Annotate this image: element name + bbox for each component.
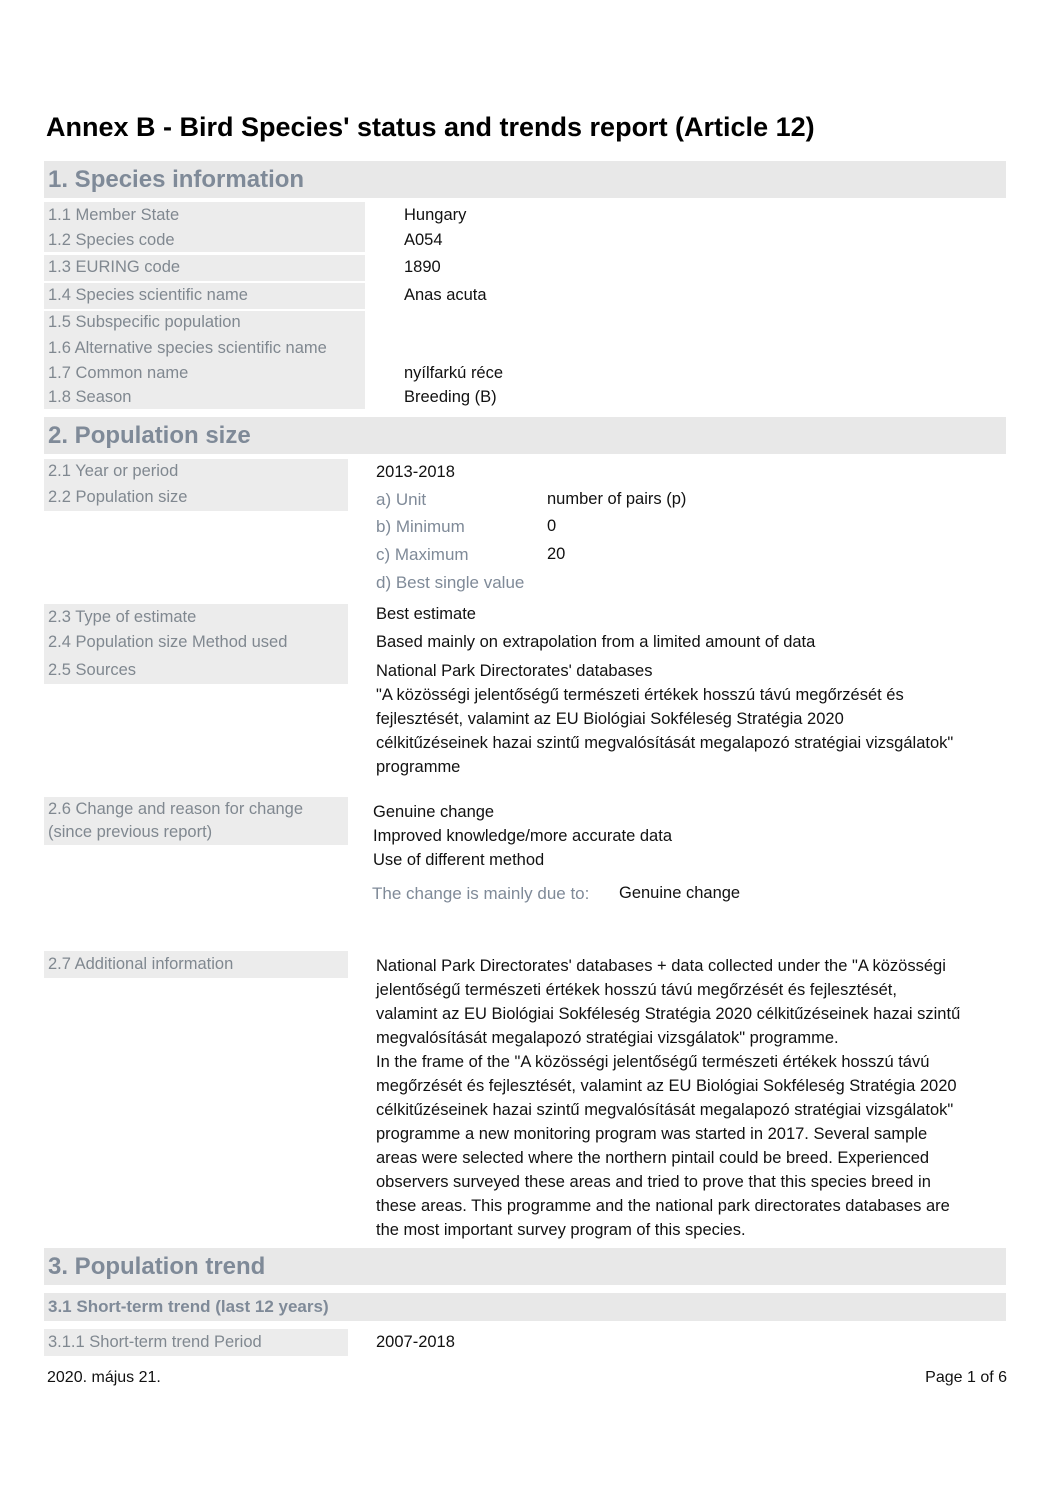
field-value: Anas acuta [404,286,487,304]
info-line: areas were selected where the northern pintail could be breed. Experienced [376,1149,930,1167]
field-value: Hungary [404,206,467,224]
section-heading: 3. Population trend [48,1253,266,1280]
info-line: National Park Directorates' databases + data collected under the "A közösségi [376,957,946,975]
field-value: Breeding (B) [404,388,497,406]
field-value: 2007-2018 [376,1333,455,1351]
info-line: programme a new monitoring program was started in 2017. Several sample [376,1125,928,1143]
minimum-label: b) Minimum [376,517,465,536]
info-line: megőrzését és fejlesztését, valamint az EU Biológiai Sokféleség Stratégia 2020 [376,1077,957,1095]
field-value: 2013-2018 [376,463,455,481]
info-line: observers surveyed these areas and tried to prove that this species breed in [376,1173,931,1191]
change-reason: Use of different method [373,851,545,869]
change-reason: Genuine change [373,803,495,821]
sources-text [376,659,1006,779]
info-line: valamint az EU Biológiai Sokféleség Stratégia 2020 célkitűzéseinek hazai szintű [376,1005,961,1023]
field-label: 2.4 Population size Method used [48,633,288,651]
field-label: 2.2 Population size [48,488,188,506]
info-line: these areas. This programme and the national park directorates databases are [376,1197,950,1215]
sources-line: National Park Directorates' databases [376,662,653,680]
change-reasons [373,800,672,872]
footer-page-number: Page 1 of 6 [925,1369,1007,1386]
field-label: 1.3 EURING code [48,258,181,276]
field-value: nyílfarkú réce [404,364,504,382]
unit-label: a) Unit [376,490,427,509]
field-label: 1.7 Common name [48,364,189,382]
field-value: 1890 [404,258,441,276]
info-line: In the frame of the "A közösségi jelentőségű természeti értékek hosszú távú [376,1053,930,1071]
field-label: 2.6 Change and reason for change [48,800,304,818]
field-value: A054 [404,231,443,249]
subsection-header-short-term-trend [44,1293,1006,1321]
section-header-species-info [44,161,1006,198]
info-line: célkitűzéseinek hazai szintű megvalósítását megalapozó stratégiai vizsgálatok" [376,1101,954,1119]
field-label: 1.1 Member State [48,206,180,224]
field-value: Best estimate [376,605,476,623]
page-title: Annex B - Bird Species' status and trends report (Article 12) [46,112,815,142]
info-line: jelentőségű természeti értékek hosszú távú megőrzését és fejlesztését, [376,981,897,999]
maximum-value: 20 [547,545,566,563]
sources-line: "A közösségi jelentőségű természeti értékek hosszú távú megőrzését és [376,686,904,704]
mainly-due-value: Genuine change [619,884,741,902]
field-label: 2.5 Sources [48,661,137,679]
additional-info-text [376,954,1006,1242]
field-label: 2.3 Type of estimate [48,608,197,626]
field-label: 1.2 Species code [48,231,175,249]
field-label: (since previous report) [48,823,213,841]
change-reason: Improved knowledge/more accurate data [373,827,672,845]
subsection-heading: 3.1 Short-term trend (last 12 years) [48,1297,329,1316]
section-heading: 2. Population size [48,422,251,449]
field-label: 3.1.1 Short-term trend Period [48,1333,262,1351]
field-label: 1.4 Species scientific name [48,286,248,304]
mainly-due-label: The change is mainly due to: [372,884,590,903]
field-label: 1.5 Subspecific population [48,313,241,331]
section-header-population-trend [44,1248,1006,1285]
field-label: 1.8 Season [48,388,132,406]
maximum-label: c) Maximum [376,545,469,564]
field-label: 1.6 Alternative species scientific name [48,339,327,357]
section-header-population-size [44,417,1006,454]
unit-value: number of pairs (p) [547,490,687,508]
info-line: megvalósítását megalapozó stratégiai vizsgálatok" programme. [376,1029,839,1047]
sources-line: fejlesztését, valamint az EU Biológiai Sokféleség Stratégia 2020 [376,710,844,728]
field-value: Based mainly on extrapolation from a limited amount of data [376,633,816,651]
section-heading: 1. Species information [48,166,305,193]
field-label: 2.1 Year or period [48,462,179,480]
best-value-label: d) Best single value [376,573,525,592]
field-label: 2.7 Additional information [48,955,234,973]
footer-date: 2020. május 21. [47,1369,161,1386]
minimum-value: 0 [547,517,557,535]
sources-line: célkitűzéseinek hazai szintű megvalósítását megalapozó stratégiai vizsgálatok" [376,734,954,752]
info-line: the most important survey program of this species. [376,1221,746,1239]
sources-line: programme [376,758,461,776]
